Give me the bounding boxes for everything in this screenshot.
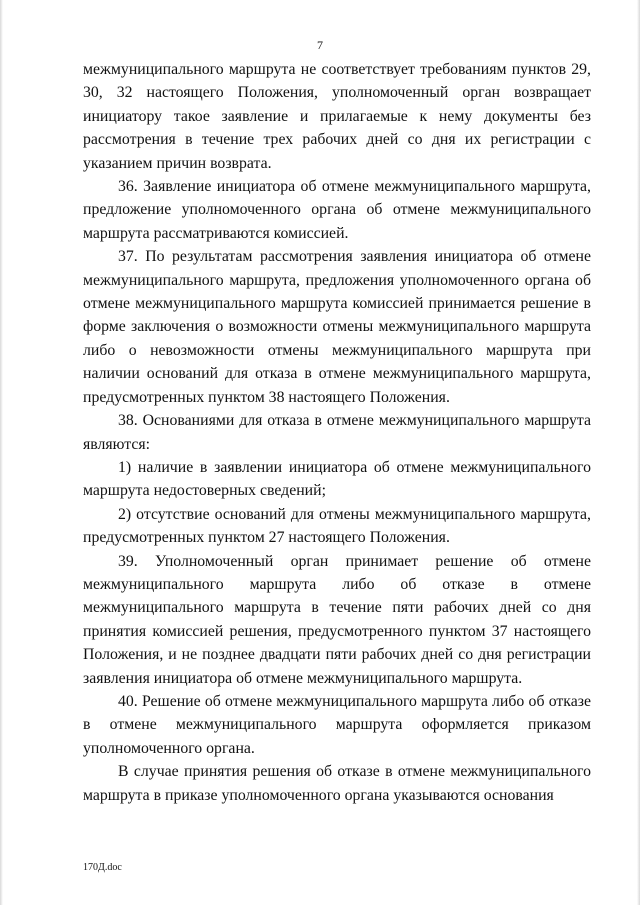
paragraph-38: 38. Основаниями для отказа в отмене межмуниципального маршрута являются: — [83, 412, 591, 453]
paragraph-38-item-1: 1) наличие в заявлении инициатора об отмене межмуниципального маршрута недостоверных сведений; — [83, 458, 591, 500]
paragraph-36: 36. Заявление инициатора об отмене межмуниципального маршрута, предложение уполномоченного органа об отмене межмуниципального маршрута рассматриваются комиссией. — [83, 178, 591, 242]
page-number: 7 — [317, 38, 323, 52]
footer-filename: 170Д.doc — [83, 862, 122, 873]
paragraph-37: 37. По результатам рассмотрения заявления инициатора об отмене межмуниципального маршрута, предложения уполномоченного органа об отмене межмуниципального маршрута комиссией принимается решение в форме заключения о возможности отмены межмуниципального маршрута либо о невозможности отмены межмуниципального маршрута при наличии оснований для отказа в отмене межмуниципального маршрута, предусмотренных пунктом 38 настоящего Положения. — [83, 248, 591, 406]
paragraph-continuation: межмуниципального маршрута не соответствует требованиям пунктов 29, 30, 32 настоящего Положения, уполномоченный орган возвращает инициатору такое заявление и прилагаемые к нему документы без рассмотрения в течение трех рабочих дней со дня их регистрации с указанием причин возврата. — [83, 61, 591, 172]
paragraph-39: 39. Уполномоченный орган принимает решение об отмене межмуниципального маршрута либо об отказе в отмене межмуниципального маршрута в течение пяти рабочих дней со дня принятия комиссией решения, предусмотренного пунктом 37 настоящего Положения, и не позднее двадцати пяти рабочих дней со дня регистрации заявления инициатора об отмене межмуниципального маршрута. — [83, 552, 591, 687]
document-body — [83, 58, 591, 807]
scan-edge-left — [0, 0, 3, 905]
paragraph-refusal-grounds: В случае принятия решения об отказе в отмене межмуниципального маршрута в приказе уполномоченного органа указываются основания — [83, 763, 591, 804]
paragraph-38-item-2: 2) отсутствие оснований для отмены межмуниципального маршрута, предусмотренных пунктом 27 настоящего Положения. — [83, 505, 591, 547]
paragraph-40: 40. Решение об отмене межмуниципального маршрута либо об отказе в отмене межмуниципального маршрута оформляется приказом уполномоченного органа. — [83, 692, 591, 757]
